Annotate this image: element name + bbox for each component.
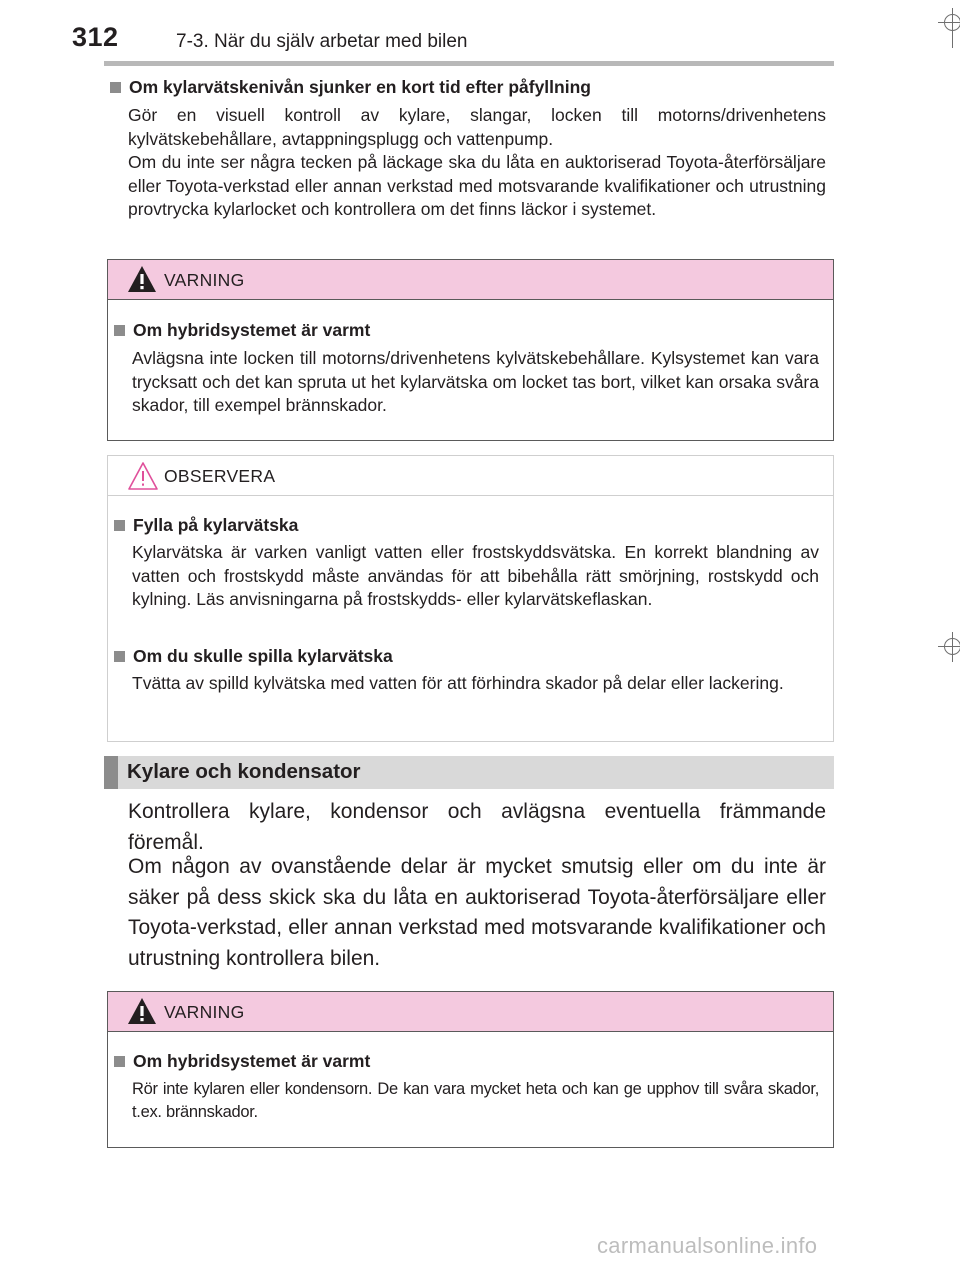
notice-box (107, 455, 834, 742)
notice-heading-1: Fylla på kylarvätska (114, 515, 298, 536)
notice-label: OBSERVERA (164, 466, 276, 486)
section-title: Kylare och kondensator (127, 760, 361, 783)
section-accent (104, 756, 118, 789)
warning-label: VARNING (164, 270, 245, 290)
warning-heading: Om hybridsystemet är varmt (114, 1051, 370, 1072)
notice-text-1: Kylarvätska är varken vanligt vatten eller frostskyddsvätska. En korrekt blandning av vatten och frostskydd måste användas för att bibehålla rätt smörjning, rostskydd och kylning. Läs anvisningarna på frostskydds- eller kylarvätskeflaskan. (132, 542, 819, 610)
section-paragraph-2: Om någon av ovanstående delar är mycket smutsig eller om du inte är säker på dess skick ska du låta en auktoriserad Toyota-återförsäljare eller Toyota-verkstad, eller annan verkstad med motsvarande kvalifikationer och utrustning kontrollera bilen. (128, 855, 826, 970)
notice-header (108, 456, 833, 496)
bullet-square-icon (114, 1056, 125, 1067)
notice-text-2: Tvätta av spilld kylvätska med vatten för att förhindra skador på delar eller lackering. (132, 673, 784, 693)
warning-box-1 (107, 259, 834, 441)
notice-heading-2: Om du skulle spilla kylarvätska (114, 646, 393, 667)
warning-header (108, 260, 833, 300)
header-rule (104, 61, 834, 66)
bullet-square-icon (110, 82, 121, 93)
page-number: 312 (72, 22, 119, 52)
warning-text: Rör inte kylaren eller kondensorn. De kan vara mycket heta och kan ge upphov till svåra skador, t.ex. brännskador. (132, 1080, 819, 1121)
bullet-square-icon (114, 651, 125, 662)
intro-paragraph-2: Om du inte ser några tecken på läckage ska du låta en auktoriserad Toyota-återförsäljare eller Toyota-verkstad eller annan verkstad med motsvarande kvalifikationer och utrustning provtrycka kylarlocket och kontrollera om det finns läckor i systemet. (128, 152, 826, 220)
chapter-title: 7-3. När du själv arbetar med bilen (176, 31, 468, 52)
warning-triangle-icon (127, 997, 157, 1025)
intro-heading: Om kylarvätskenivån sjunker en kort tid efter påfyllning (110, 77, 591, 98)
section-paragraph-1: Kontrollera kylare, kondensor och avlägsna eventuella främmande föremål. (128, 800, 826, 854)
warning-box-2 (107, 991, 834, 1148)
warning-header (108, 992, 833, 1032)
section-bar (104, 756, 834, 789)
warning-text: Avlägsna inte locken till motorns/drivenhetens kylvätskebehållare. Kylsystemet kan vara trycksatt och det kan spruta ut het kylarvätska om locket tas bort, vilket kan orsaka svåra skador, till exempel brännskador. (132, 348, 819, 416)
bullet-square-icon (114, 520, 125, 531)
warning-triangle-icon (127, 265, 157, 293)
watermark: carmanualsonline.info (597, 1233, 818, 1258)
bullet-square-icon (114, 325, 125, 336)
warning-heading: Om hybridsystemet är varmt (114, 320, 370, 341)
intro-paragraph-1: Gör en visuell kontroll av kylare, slangar, locken till motorns/drivenhetens kylvätskebehållare, avtappningsplugg och vattenpump. (128, 105, 826, 149)
warning-label: VARNING (164, 1002, 245, 1022)
caution-triangle-icon (127, 461, 159, 491)
